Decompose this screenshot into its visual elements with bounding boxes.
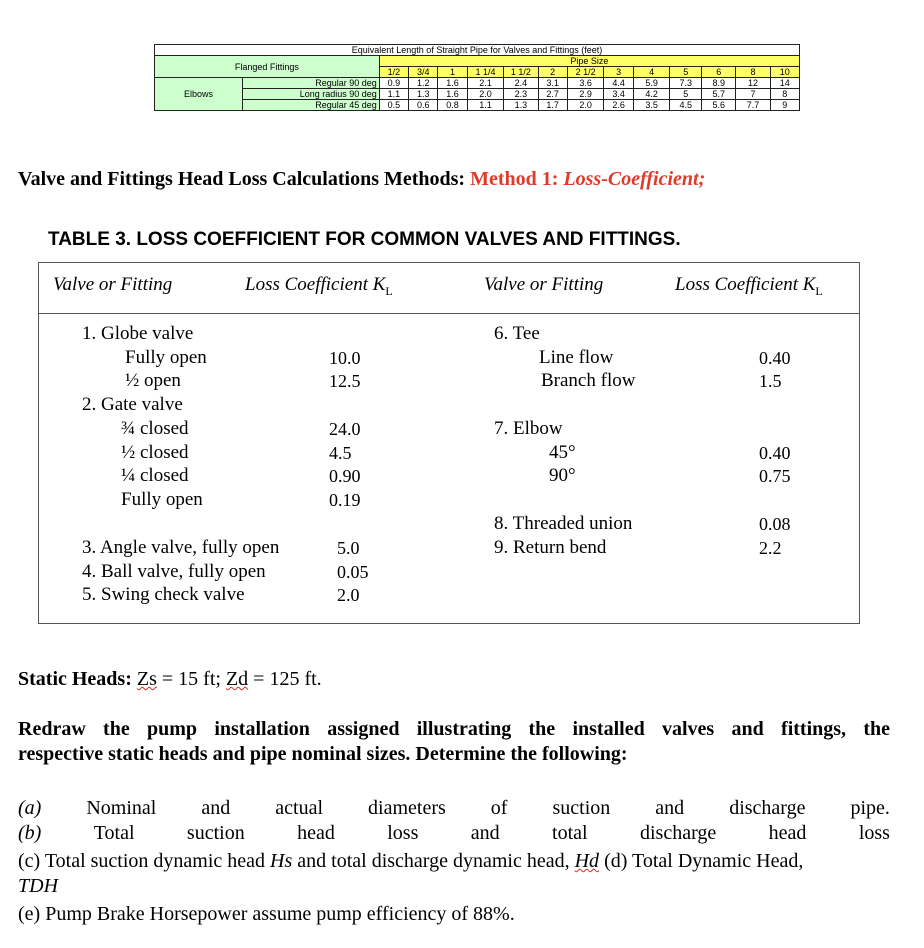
equivalent-length-cell: 5.9	[633, 78, 670, 89]
question-a	[18, 797, 890, 820]
col2-header: Loss Coefficient $K_L$	[245, 274, 393, 298]
table3-title: TABLE 3. LOSS COEFFICIENT FOR COMMON VALVES AND FITTINGS.	[48, 229, 681, 250]
equivalent-length-cell: 9	[770, 100, 799, 111]
loss-table-right-label: 9. Return bend	[494, 537, 607, 558]
method-name: Loss-Coefficient;	[563, 168, 706, 190]
equivalent-length-cell: 0.5	[379, 100, 408, 111]
question-word: Nominal	[86, 797, 157, 819]
loss-table-left-value: 5.0	[337, 538, 360, 558]
pipe-size-cell: 8	[736, 67, 770, 78]
pipe-size-cell: 3/4	[409, 67, 438, 78]
pipe-size-cell: 1 1/2	[504, 67, 538, 78]
instruction-line-2: respective static heads and pipe nominal sizes. Determine the following:	[18, 743, 628, 765]
equivalent-length-cell: 2.7	[538, 89, 567, 100]
loss-table-left-label: 4. Ball valve, fully open	[82, 561, 266, 582]
loss-table-right-value: 2.2	[759, 538, 782, 558]
question-tdh: TDH	[18, 875, 59, 897]
loss-table-right-label: 90°	[549, 465, 576, 486]
loss-table-left-label: ¼ closed	[121, 465, 189, 486]
question-b	[18, 822, 890, 845]
col3-header: Valve or Fitting	[484, 274, 604, 295]
equivalent-length-cell: 2.6	[604, 100, 633, 111]
equivalent-length-cell: 3.5	[633, 100, 670, 111]
equivalent-length-cell: 3.1	[538, 78, 567, 89]
loss-table-left-label: 3. Angle valve, fully open	[82, 537, 280, 558]
pipe-size-cell: 5	[670, 67, 702, 78]
loss-table-left-value: 12.5	[329, 371, 361, 391]
loss-table-left-label: 5. Swing check valve	[82, 584, 245, 605]
equivalent-length-cell: 1.1	[379, 89, 408, 100]
pipe-size-cell: 6	[702, 67, 736, 78]
question-word: pipe.	[850, 797, 890, 819]
question-word: discharge	[729, 797, 806, 819]
loss-table-left-value: 2.0	[337, 585, 360, 605]
equivalent-length-cell: 0.8	[438, 100, 467, 111]
question-word: Total	[93, 822, 135, 844]
instruction-line-1: Redraw the pump installation assigned illustrating the installed valves and fittings, the	[18, 718, 890, 740]
loss-table-left-label: Fully open	[125, 347, 207, 368]
question-word: suction	[552, 797, 611, 819]
loss-table-left-value: 0.90	[329, 466, 361, 486]
zd-symbol: Zd	[225, 668, 249, 690]
method-title: Valve and Fittings Head Loss Calculations Methods: Method 1: Loss-Coefficient;	[18, 168, 706, 190]
equivalent-length-cell: 5.7	[702, 89, 736, 100]
equivalent-length-cell: 7.7	[736, 100, 770, 111]
loss-table-left-value: 0.19	[329, 490, 361, 510]
equivalent-length-cell: 2.0	[467, 89, 504, 100]
loss-table-right-value: 0.08	[759, 514, 791, 534]
equivalent-length-cell: 8.9	[702, 78, 736, 89]
equivalent-length-cell: 7	[736, 89, 770, 100]
fitting-row-label: Regular 90 deg	[242, 78, 379, 89]
loss-table-left-label: 2. Gate valve	[82, 394, 183, 415]
equivalent-length-cell: 2.3	[504, 89, 538, 100]
pipe-size-cell: 1	[438, 67, 467, 78]
equivalent-length-cell: 4.5	[670, 100, 702, 111]
equivalent-length-cell: 1.1	[467, 100, 504, 111]
loss-table-left-value: 0.05	[337, 562, 369, 582]
loss-table-left-label: ½ open	[125, 370, 181, 391]
loss-table-right-label: Line flow	[539, 347, 614, 368]
loss-table-left-value: 10.0	[329, 348, 361, 368]
question-e: (e) Pump Brake Horsepower assume pump efficiency of 88%.	[18, 903, 515, 925]
question-word: head	[297, 822, 335, 844]
equivalent-length-cell: 0.9	[379, 78, 408, 89]
loss-table-right-label: 8. Threaded union	[494, 513, 633, 534]
equivalent-length-cell: 1.3	[409, 89, 438, 100]
equivalent-length-cell: 0.6	[409, 100, 438, 111]
question-word: diameters	[368, 797, 446, 819]
equivalent-length-cell: 1.7	[538, 100, 567, 111]
header-divider	[39, 313, 859, 314]
loss-table-right-value: 0.40	[759, 443, 791, 463]
col4-header: Loss Coefficient $K_L$	[675, 274, 823, 298]
question-c: (c) Total suction dynamic head Hs and total discharge dynamic head, Hd (d) Total Dynamic Head,	[18, 850, 804, 872]
equivalent-length-cell: 2.9	[567, 89, 604, 100]
equivalent-length-cell: 2.0	[567, 100, 604, 111]
question-word: and	[201, 797, 231, 819]
question-word: actual	[275, 797, 324, 819]
pipe-size-cell: 2	[538, 67, 567, 78]
question-word: and	[655, 797, 685, 819]
question-word: head	[768, 822, 807, 844]
fitting-row-label: Long radius 90 deg	[242, 89, 379, 100]
zs-symbol: Zs	[136, 668, 157, 690]
loss-table-right-value: 0.40	[759, 348, 791, 368]
equivalent-length-cell: 1.2	[409, 78, 438, 89]
question-word: (b)	[18, 822, 42, 844]
equivalent-length-cell: 12	[736, 78, 770, 89]
equivalent-length-cell: 5.6	[702, 100, 736, 111]
question-word: total	[552, 822, 588, 844]
equivalent-length-cell: 4.2	[633, 89, 670, 100]
loss-table-right-value: 1.5	[759, 371, 782, 391]
pipe-size-cell: 1/2	[379, 67, 408, 78]
pipe-size-label: Pipe Size	[379, 56, 799, 67]
question-word: suction	[186, 822, 245, 844]
equivalent-length-cell: 3.4	[604, 89, 633, 100]
eq-table-title: Equivalent Length of Straight Pipe for Valves and Fittings (feet)	[155, 45, 800, 56]
pipe-size-cell: 10	[770, 67, 799, 78]
equivalent-length-cell: 8	[770, 89, 799, 100]
elbows-label: Elbows	[155, 78, 243, 111]
loss-table-left-value: 4.5	[329, 443, 352, 463]
loss-table-right-label: Branch flow	[541, 370, 636, 391]
question-word: discharge	[639, 822, 717, 844]
loss-table-right-label: 7. Elbow	[494, 418, 563, 439]
loss-table-left-label: ½ closed	[121, 442, 189, 463]
pipe-size-cell: 4	[633, 67, 670, 78]
equivalent-length-cell: 3.6	[567, 78, 604, 89]
loss-table-left-label: 1. Globe valve	[82, 323, 194, 344]
question-word: (a)	[18, 797, 42, 819]
loss-table-right-value: 0.75	[759, 466, 791, 486]
pipe-size-cell: 2 1/2	[567, 67, 604, 78]
equivalent-length-cell: 1.3	[504, 100, 538, 111]
fitting-row-label: Regular 45 deg	[242, 100, 379, 111]
loss-coefficient-table	[38, 262, 860, 624]
question-word: loss	[387, 822, 419, 844]
loss-table-left-label: Fully open	[121, 489, 203, 510]
equivalent-length-cell: 2.1	[467, 78, 504, 89]
loss-table-left-label: ¾ closed	[121, 418, 189, 439]
pipe-size-cell: 1 1/4	[467, 67, 504, 78]
equivalent-length-table	[154, 44, 800, 111]
loss-table-right-label: 45°	[549, 442, 576, 463]
flanged-fittings-label: Flanged Fittings	[155, 56, 380, 78]
equivalent-length-cell: 7.3	[670, 78, 702, 89]
question-word: and	[470, 822, 500, 844]
loss-table-right-label: 6. Tee	[494, 323, 540, 344]
question-word: of	[490, 797, 508, 819]
equivalent-length-cell: 4.4	[604, 78, 633, 89]
static-heads: Static Heads: Zs = 15 ft; Zd = 125 ft.	[18, 668, 322, 690]
col1-header: Valve or Fitting	[53, 274, 173, 295]
equivalent-length-cell: 5	[670, 89, 702, 100]
equivalent-length-cell: 2.4	[504, 78, 538, 89]
equivalent-length-cell: 1.6	[438, 78, 467, 89]
equivalent-length-cell: 14	[770, 78, 799, 89]
loss-table-left-value: 24.0	[329, 419, 361, 439]
question-word: loss	[858, 822, 890, 844]
equivalent-length-cell: 1.6	[438, 89, 467, 100]
method-label: Method 1:	[470, 168, 564, 190]
pipe-size-cell: 3	[604, 67, 633, 78]
